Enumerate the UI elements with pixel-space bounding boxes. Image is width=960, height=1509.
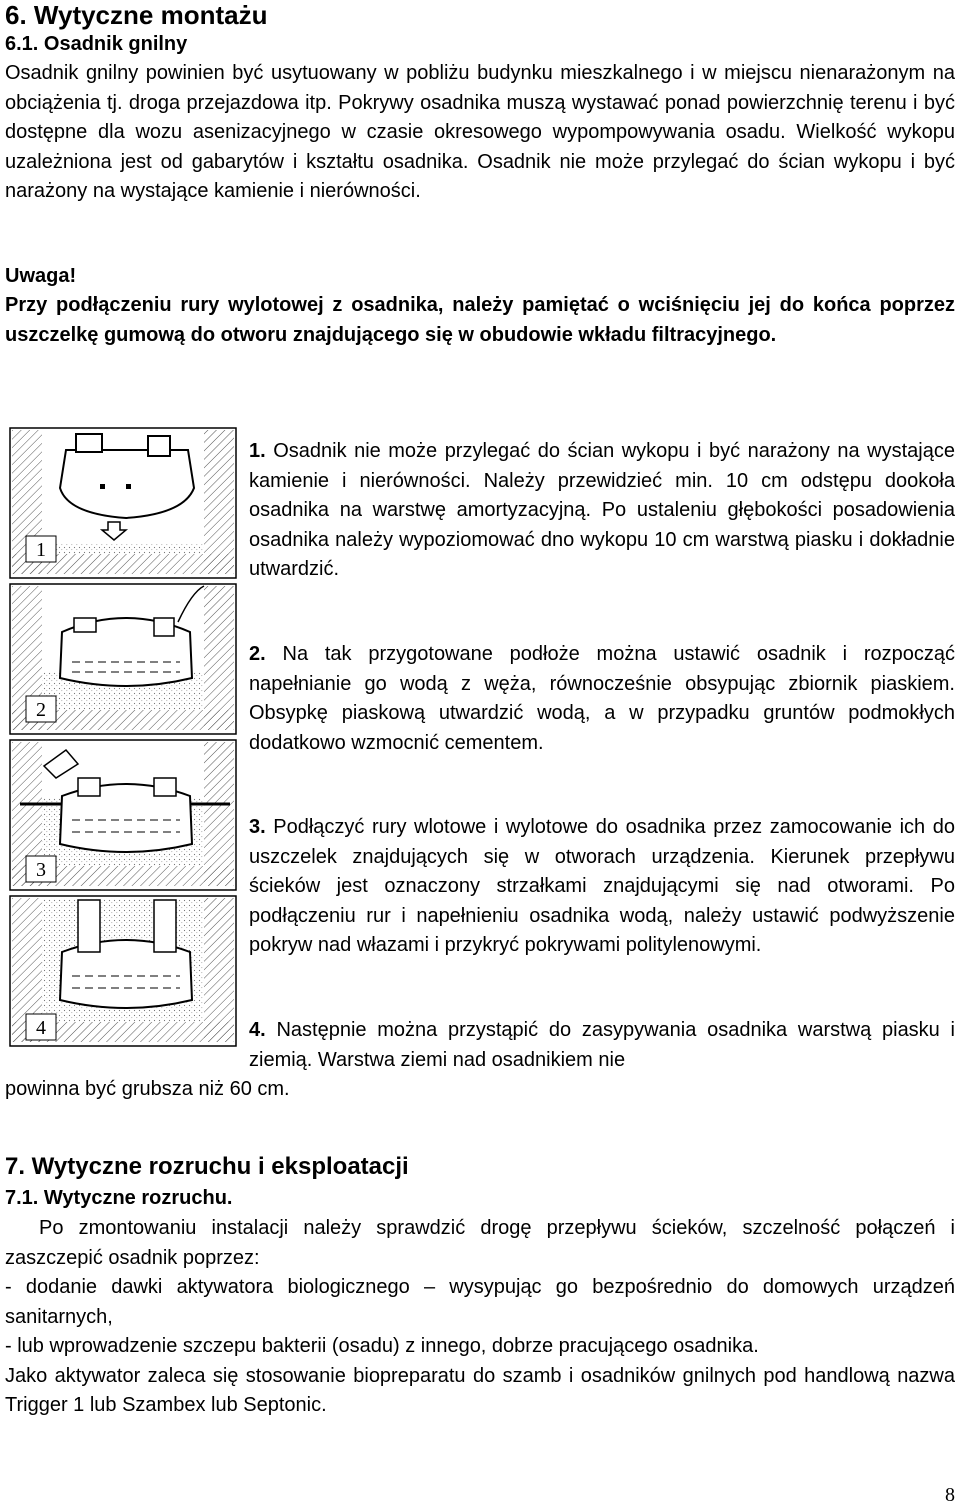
svg-text:1: 1 xyxy=(36,539,46,561)
subsection-title: 7.1. Wytyczne rozruchu. xyxy=(5,1187,233,1209)
paragraph-activator: Jako aktywator zaleca się stosowanie biopreparatu do szamb i osadników gnilnych pod handlową nazwa Trigger 1 lub Szambex lub Septonic. xyxy=(5,1364,955,1416)
step-4-continuation: powinna być grubsza niż 60 cm. xyxy=(5,1078,290,1100)
step-number: 4. xyxy=(249,1019,266,1041)
step-3 xyxy=(249,813,955,961)
step-number: 3. xyxy=(249,816,266,838)
step-text: Na tak przygotowane podłoże można ustawić osadnik i rozpocząć napełnianie go wodą z węża, równocześnie obsypując zbiornik piaskiem. Obsypkę piaskową utwardzić wodą, a w przypadku gruntów podmokłych dodatkowo wzmocnić cementem. xyxy=(249,643,956,754)
figure-label-3 xyxy=(26,856,56,882)
step-4 xyxy=(249,1016,955,1075)
step-2 xyxy=(249,640,955,758)
warning-body: Przy podłączeniu rury wylotowej z osadnika, należy pamiętać o wciśnięciu jej do końca poprzez uszczelkę gumową do otworu znajdującego się w obudowie wkładu filtracyjnego. xyxy=(5,294,955,346)
page-number: 8 xyxy=(945,1484,955,1506)
section-title: 7. Wytyczne rozruchu i eksploatacji xyxy=(5,1153,409,1180)
step-text: Podłączyć rury wlotowe i wylotowe do osadnika przez zamocowanie ich do uszczelek znajdujących się w otworach urządzenia. Kierunek przepływu ścieków jest oznaczony strzałkami znajdującymi się nad otworami. Po podłączeniu rur i napełnieniu osadnika wodą, należy ustawić podwyższenie pokryw nad włazami i przykryć pokrywami politylenowymi. xyxy=(249,816,955,956)
list-item: - lub wprowadzenie szczepu bakterii (osadu) z innego, dobrze pracującego osadnika. xyxy=(5,1335,759,1357)
step-text: Osadnik nie może przylegać do ścian wykopu i być narażony na wystające kamienie i nierówności. Należy przewidzieć min. 10 cm odstępu dookoła osadnika na warstwę amortyzacyjną. Po ustaleniu głębokości posadowienia osadnika należy wypoziomować dno wykopu 10 cm warstwą piasku i dokładnie utwardzić. xyxy=(249,440,955,580)
figure-label-1 xyxy=(26,536,56,562)
warning-title: Uwaga! xyxy=(5,265,77,287)
step-1 xyxy=(249,437,955,585)
svg-text:4: 4 xyxy=(36,1017,46,1039)
paragraph-septic-tank: Osadnik gnilny powinien być usytuowany w pobliżu budynku mieszkalnego i w miejscu nienarażonym na obciążenia tj. droga przejazdowa itp. Pokrywy osadnika muszą wystawać ponad powierzchnię terenu i być dostępne dla wozu asenizacyjnego w czasie okresowego wypompowywania osadu. Wielkość wykopu uzależniona jest od gabarytów i kształtu osadnika. Osadnik nie może przylegać do ścian wykopu i być narażony na wystające kamienie i nierówności. xyxy=(5,62,955,202)
step-number: 2. xyxy=(249,643,266,665)
section-title: 6. Wytyczne montażu xyxy=(5,0,268,30)
step-text: Następnie można przystąpić do zasypywania osadnika warstwą piasku i ziemią. Warstwa ziemi nad osadnikiem nie xyxy=(249,1019,956,1071)
svg-text:2: 2 xyxy=(36,699,46,721)
step-number: 1. xyxy=(249,440,266,462)
startup-guidelines xyxy=(5,1214,955,1421)
list-item: - dodanie dawki aktywatora biologicznego – wysypując go bezpośrednio do domowych urządzeń sanitarnych, xyxy=(5,1276,955,1328)
subsection-title: 6.1. Osadnik gnilny xyxy=(5,33,188,55)
paragraph-startup: Po zmontowaniu instalacji należy sprawdzić drogę przepływu ścieków, szczelność połączeń i zaszczepić osadnik poprzez: xyxy=(5,1217,955,1269)
figure-label-2 xyxy=(26,696,56,722)
installation-figure xyxy=(8,426,240,1054)
svg-text:3: 3 xyxy=(36,859,46,881)
figure-label-4 xyxy=(26,1014,56,1040)
